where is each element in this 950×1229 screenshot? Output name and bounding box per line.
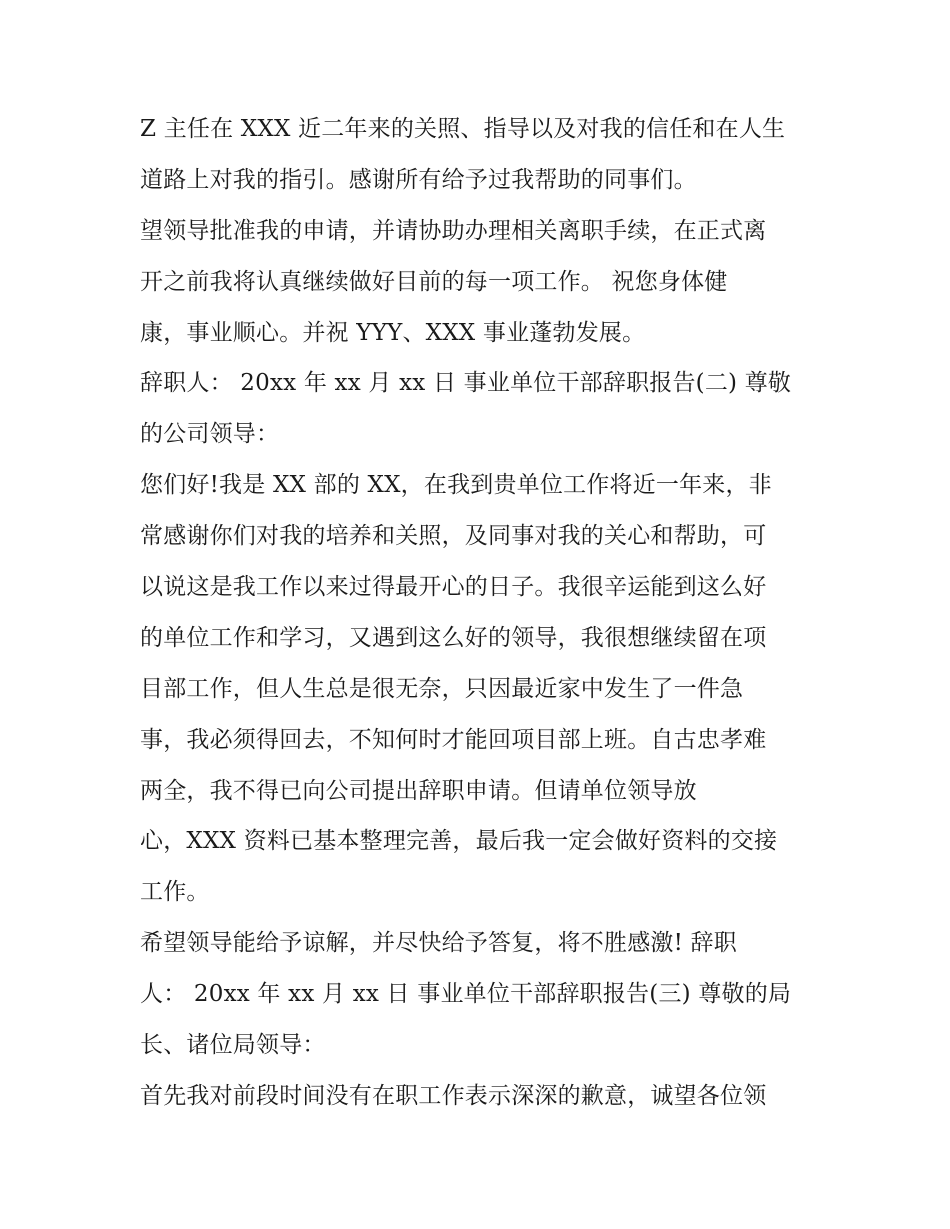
text-line-11: 的单位工作和学习，又遇到这么好的领导，我很想继续留在项 bbox=[140, 624, 767, 651]
text-line-4: 开之前我将认真继续做好目前的每一项工作。 祝您身体健 bbox=[140, 268, 728, 295]
text-line-13: 事，我必须得回去，不知何时才能回项目部上班。自古忠孝难 bbox=[140, 726, 767, 753]
text-line-9: 常感谢你们对我的培养和关照，及同事对我的关心和帮助，可 bbox=[140, 523, 767, 550]
text-line-3: 望领导批准我的申请，并请协助办理相关离职手续，在正式离 bbox=[140, 217, 767, 244]
text-line-16: 工作。 bbox=[140, 879, 210, 906]
text-line-1: Z 主任在 XXX 近二年来的关照、指导以及对我的信任和在人生 bbox=[140, 116, 786, 142]
document-body bbox=[140, 104, 830, 1122]
text-line-15: 心，XXX 资料已基本整理完善，最后我一定会做好资料的交接 bbox=[140, 828, 778, 855]
text-line-12: 目部工作，但人生总是很无奈，只因最近家中发生了一件急 bbox=[140, 675, 744, 702]
text-line-14: 两全，我不得已向公司提出辞职申请。但请单位领导放 bbox=[140, 777, 697, 804]
text-line-17: 希望领导能给予谅解，并尽快给予答复，将不胜感激! 辞职 bbox=[140, 930, 737, 957]
text-line-2: 道路上对我的指引。感谢所有给予过我帮助的同事们。 bbox=[140, 166, 697, 193]
text-line-20: 首先我对前段时间没有在职工作表示深深的歉意，诚望各位领 bbox=[140, 1082, 767, 1109]
text-line-18: 人： 20xx 年 xx 月 xx 日 事业单位干部辞职报告(三) 尊敬的局 bbox=[140, 981, 792, 1008]
text-line-8: 您们好!我是 XX 部的 XX，在我到贵单位工作将近一年来，非 bbox=[140, 472, 772, 499]
text-line-7: 的公司领导： bbox=[140, 421, 280, 448]
text-line-5: 康，事业顺心。并祝 YYY、XXX 事业蓬勃发展。 bbox=[140, 319, 646, 346]
text-line-6: 辞职人： 20xx 年 xx 月 xx 日 事业单位干部辞职报告(二) 尊敬 bbox=[140, 370, 792, 397]
text-line-19: 长、诸位局领导： bbox=[140, 1032, 326, 1059]
text-line-10: 以说这是我工作以来过得最开心的日子。我很辛运能到这么好 bbox=[140, 574, 767, 601]
